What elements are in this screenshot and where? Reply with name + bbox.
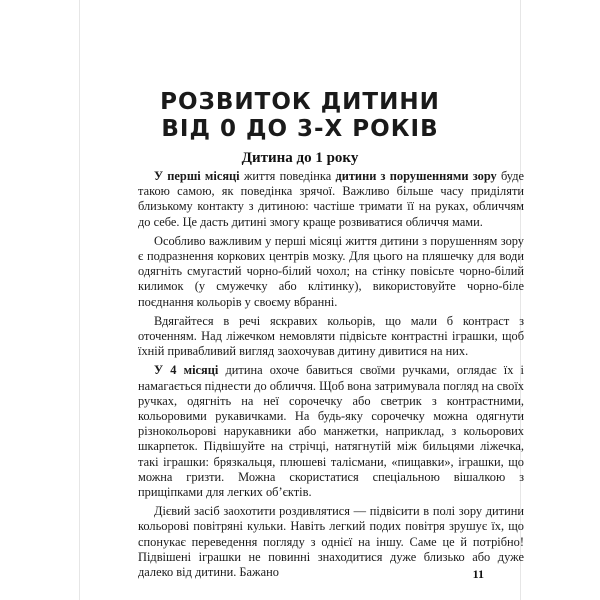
paragraph-1: У перші місяці життя поведінка дитини з порушеннями зору буде такою самою, як поведінка зрячої. Важливо більше часу приділяти близькому контакту з дитиною: частіше тримати її на руках, обличчям до себе. Це дасть дитині змогу краще розвиватися обличчя мами.	[138, 169, 525, 229]
paragraph-5: Дієвий засіб заохотити роздивлятися — підвісити в полі зору дитини кольорові повітряні кульки. Навіть легкий подих повітря зрушує їх, що спонукає переведення погляду з однієї на іншу. Саме це й потрібно! Підвішені іграшки не повинні знаходитися дуже близько або дуже далеко від дитини. Бажано	[138, 504, 524, 580]
paragraph-4: У 4 місяці дитина охоче бавиться своїми ручками, оглядає їх і намагається піднести до обличчя. Щоб вона затримувала погляд на своїх ручках, одягніть на неї сорочечку або светрик з контрастними, кольоровими рукавичками. На будь-яку сорочечку можна одягнути різнокольорові нарукавники або манжетки, наприклад, з кольорових шкарпеток. Підвішуйте на стрічці, натягнутій між бильцями ліжечка, такі іграшки: брязкальця, плюшеві талісмани, «пищавки», іграшки, що можна гризти. Можна скористатися спеціальною вішалкою з прищіпками для легких об’єктів.	[138, 363, 524, 500]
section-heading: Дитина до 1 року	[241, 150, 359, 166]
paragraph-3: Вдягайтеся в речі яскравих кольорів, що мали б контраст з оточенням. Над ліжечком немовляти підвісьте контрастні іграшки, щоб їхній привабливий вигляд заохочував дитину дивитися на них.	[138, 313, 524, 359]
page-number: 11	[472, 567, 484, 581]
chapter-title-line-1: РОЗВИТОК ДИТИНИ	[160, 89, 440, 115]
book-page	[80, 0, 525, 600]
paragraph-2: Особливо важливим у перші місяці життя дитини з порушенням зору є подразнення коркових центрів мозку. Для цього на пляшечку для води одягніть смугастий чорно-білий чохол; на стінку повісьте чорно-білий килимок (у смужечку або клітинку), використовуйте чорно-біле поєднання кольорів у своєму вбранні.	[138, 233, 524, 309]
chapter-title-line-2: ВІД 0 ДО 3-Х РОКІВ	[161, 116, 439, 142]
body-text	[138, 169, 524, 580]
